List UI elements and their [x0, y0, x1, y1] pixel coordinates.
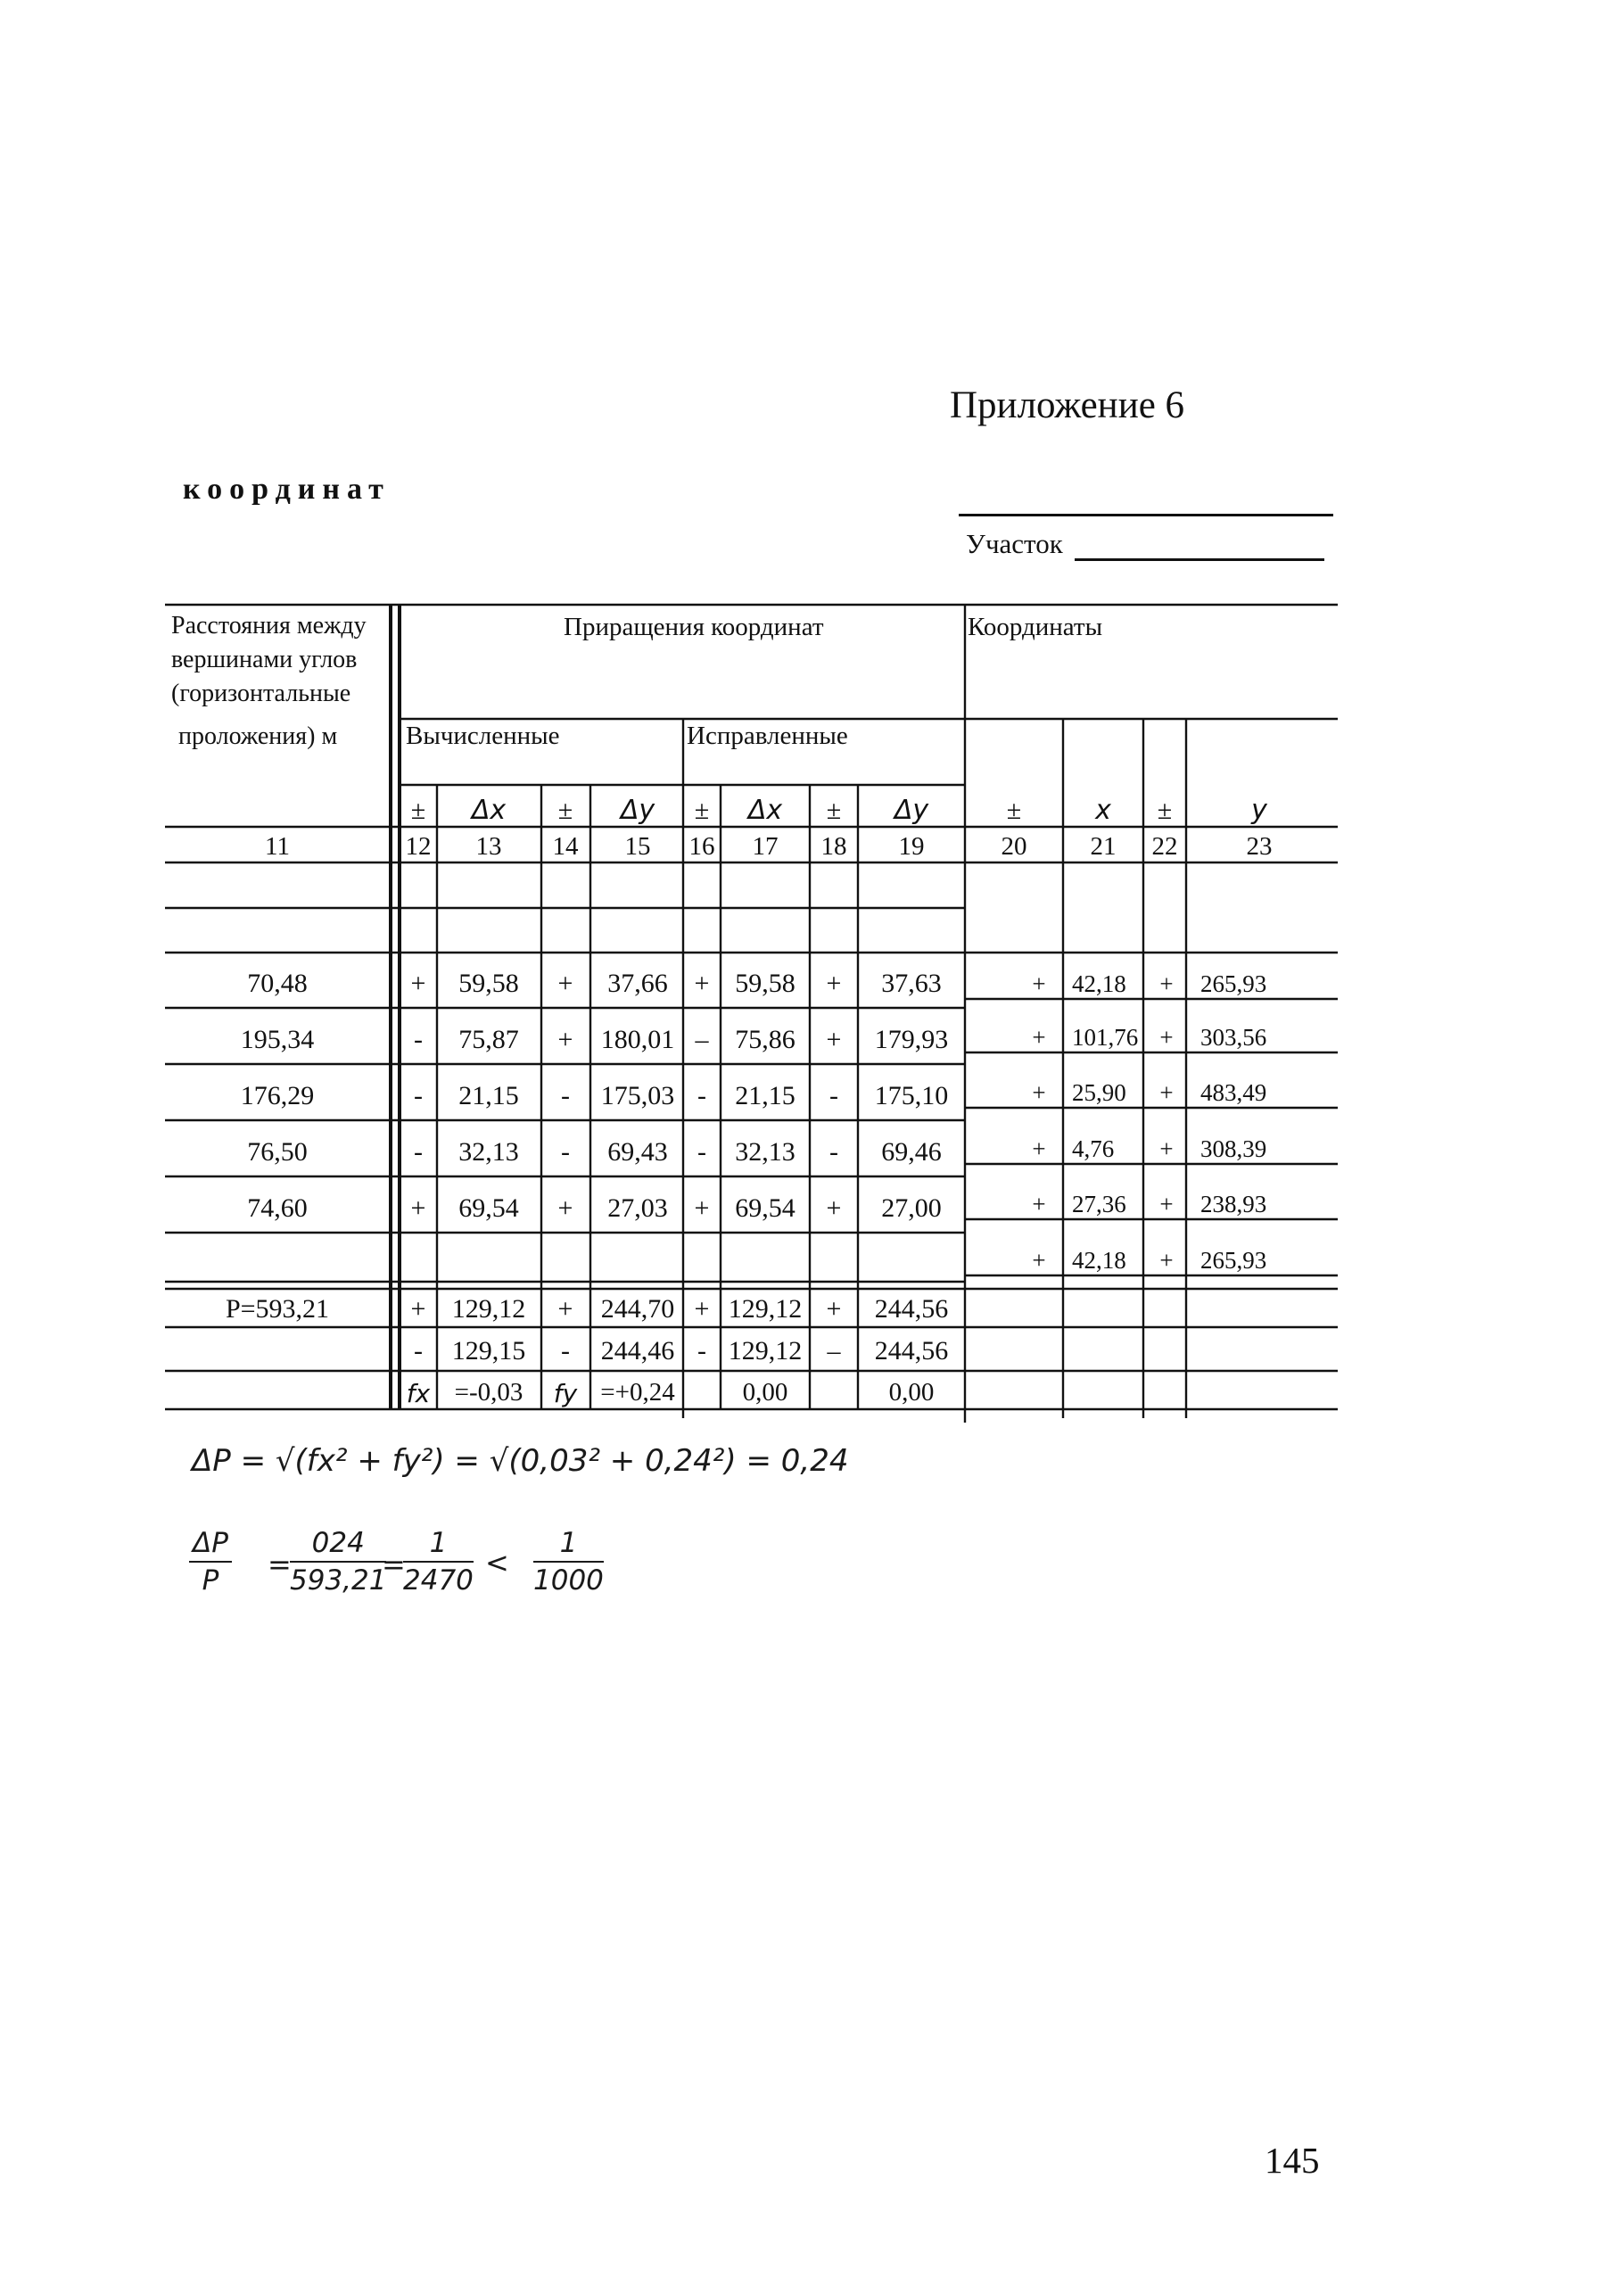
row-3-sign-cdy: - — [829, 1137, 838, 1167]
row-4-cdy: 27,00 — [881, 1193, 942, 1223]
total-plus-sign-cdy: + — [826, 1294, 842, 1324]
total-minus-sign-dy: - — [561, 1336, 570, 1366]
row-0-sign-cdy: + — [826, 969, 842, 998]
sub-headers — [411, 795, 1268, 826]
row-2-y: 483,49 — [1200, 1079, 1267, 1106]
row-3-cdy: 69,46 — [881, 1137, 942, 1167]
subheader-11: y — [1251, 795, 1267, 826]
row-0-sign-cdx: + — [694, 969, 710, 998]
total-plus-dx: 129,12 — [451, 1294, 526, 1324]
total-minus-dy: 244,46 — [600, 1336, 675, 1366]
subheader-1: Δx — [471, 795, 507, 826]
column-number-14: 14 — [552, 832, 579, 861]
header-computed: Вычисленные — [406, 722, 560, 750]
total-plus-sign-dx: + — [410, 1294, 426, 1324]
row-1-x: 101,76 — [1072, 1024, 1139, 1051]
frac-024-den: 593,21 — [290, 1564, 387, 1597]
column-number-20: 20 — [1001, 832, 1027, 861]
column-number-23: 23 — [1246, 832, 1273, 861]
subheader-7: Δy — [894, 795, 929, 826]
row-3-x: 4,76 — [1072, 1135, 1115, 1162]
closing-sign-y: + — [1159, 1247, 1174, 1274]
row-2-sign-dy: - — [561, 1081, 570, 1110]
row-4-sign-dy: + — [557, 1193, 573, 1223]
frac-dp-num: ΔP — [189, 1527, 232, 1563]
row-3-dy: 69,43 — [607, 1137, 668, 1167]
row-3-cdx: 32,13 — [735, 1137, 796, 1167]
subheader-2: ± — [557, 796, 573, 825]
row-1-sign-dx: - — [414, 1025, 423, 1054]
row-0-dx: 59,58 — [458, 969, 519, 998]
title-fragment: координат — [183, 473, 391, 506]
row-4-sign-dx: + — [410, 1193, 426, 1223]
row-0-y: 265,93 — [1200, 970, 1267, 997]
column-number-11: 11 — [265, 832, 290, 861]
row-4-sign-cdy: + — [826, 1193, 842, 1223]
total-minus-dx: 129,15 — [451, 1336, 526, 1366]
row-2-sign-x: + — [1032, 1079, 1046, 1106]
table-totals — [226, 1294, 948, 1408]
header-increments: Приращения координат — [564, 613, 824, 641]
column-number-13: 13 — [475, 832, 502, 861]
row-4-sign-y: + — [1159, 1191, 1174, 1217]
row-4-x: 27,36 — [1072, 1191, 1126, 1217]
row-2-sign-cdx: - — [697, 1081, 706, 1110]
op-lt: < — [485, 1546, 509, 1580]
row-2-sign-dx: - — [414, 1081, 423, 1110]
row-0-cdy: 37,63 — [881, 969, 942, 998]
header-corrected: Исправленные — [687, 722, 848, 750]
row-1-distance: 195,34 — [240, 1025, 315, 1054]
row-1-dx: 75,87 — [458, 1025, 519, 1054]
formula-delta-p: ΔP = √(fx² + fy²) = √(0,03² + 0,24²) = 0,24 — [192, 1443, 849, 1479]
row-4-dy: 27,03 — [607, 1193, 668, 1223]
total-minus-sign-dx: - — [414, 1336, 423, 1366]
row-3-sign-y: + — [1159, 1135, 1174, 1162]
header-distances-l4: проложения) м — [178, 722, 338, 750]
row-0-sign-dx: + — [410, 969, 426, 998]
row-1-cdx: 75,86 — [735, 1025, 796, 1054]
row-0-cdx: 59,58 — [735, 969, 796, 998]
row-2-sign-cdy: - — [829, 1081, 838, 1110]
row-0-sign-x: + — [1032, 970, 1046, 997]
total-minus-cdy: 244,56 — [874, 1336, 949, 1366]
total-minus-cdx: 129,12 — [728, 1336, 803, 1366]
row-2-dx: 21,15 — [458, 1081, 519, 1110]
total-plus-sign-dy: + — [557, 1294, 573, 1324]
frac-1-2470-num: 1 — [403, 1527, 474, 1563]
row-0-x: 42,18 — [1072, 970, 1126, 997]
appendix-title: Приложение 6 — [950, 384, 1185, 426]
row-3-sign-cdx: - — [697, 1137, 706, 1167]
total-plus-dy: 244,70 — [600, 1294, 675, 1324]
total-plus-sign-cdx: + — [694, 1294, 710, 1324]
subheader-8: ± — [1006, 796, 1022, 825]
column-number-16: 16 — [688, 832, 715, 861]
subheader-9: x — [1095, 795, 1111, 826]
closing-sign-x: + — [1032, 1247, 1046, 1274]
row-2-dy: 175,03 — [600, 1081, 675, 1110]
row-4-sign-x: + — [1032, 1191, 1046, 1217]
frac-1-1000-num: 1 — [533, 1527, 604, 1563]
total-minus-sign-cdx: - — [697, 1336, 706, 1366]
row-4-distance: 74,60 — [247, 1193, 308, 1223]
row-1-sign-dy: + — [557, 1025, 573, 1054]
closing-y: 265,93 — [1200, 1247, 1267, 1274]
frac-024-num: 024 — [290, 1527, 386, 1563]
misclosure-fx-label: fx — [406, 1379, 431, 1408]
row-2-x: 25,90 — [1072, 1079, 1126, 1106]
row-4-sign-cdx: + — [694, 1193, 710, 1223]
row-2-cdy: 175,10 — [874, 1081, 949, 1110]
misclosure-fy-label: fy — [553, 1379, 578, 1408]
row-0-dy: 37,66 — [607, 969, 668, 998]
row-3-distance: 76,50 — [247, 1137, 308, 1167]
row-0-sign-dy: + — [557, 969, 573, 998]
column-number-15: 15 — [624, 832, 651, 861]
column-number-21: 21 — [1090, 832, 1117, 861]
subheader-5: Δx — [747, 795, 783, 826]
header-distances-l2: вершинами углов — [171, 646, 358, 673]
row-3-y: 308,39 — [1200, 1135, 1267, 1162]
frac-024 — [290, 1527, 386, 1597]
column-number-18: 18 — [820, 832, 847, 861]
frac-dp-over-p — [189, 1527, 232, 1597]
op-eq1: = — [268, 1547, 292, 1581]
row-3-dx: 32,13 — [458, 1137, 519, 1167]
column-number-17: 17 — [752, 832, 779, 861]
total-plus-cdx: 129,12 — [728, 1294, 803, 1324]
row-4-cdx: 69,54 — [735, 1193, 796, 1223]
header-distances-l1: Расстояния между — [171, 612, 367, 640]
frac-1-2470-den: 2470 — [403, 1564, 474, 1597]
row-3-sign-dx: - — [414, 1137, 423, 1167]
column-number-22: 22 — [1151, 832, 1178, 861]
column-number-12: 12 — [405, 832, 432, 861]
total-plus-cdy: 244,56 — [874, 1294, 949, 1324]
header-coordinates: Координаты — [968, 613, 1103, 641]
frac-dp-den: P — [202, 1564, 219, 1597]
subheader-10: ± — [1157, 796, 1173, 825]
row-3-sign-x: + — [1032, 1135, 1046, 1162]
row-1-sign-cdy: + — [826, 1025, 842, 1054]
row-1-sign-y: + — [1159, 1024, 1174, 1051]
frac-1-1000 — [533, 1527, 604, 1597]
row-4-y: 238,93 — [1200, 1191, 1267, 1217]
misclosure-fy: =+0,24 — [600, 1378, 675, 1407]
subheader-3: Δy — [620, 795, 655, 826]
total-perimeter: P=593,21 — [225, 1294, 330, 1324]
row-0-distance: 70,48 — [247, 969, 308, 998]
subheader-4: ± — [694, 796, 710, 825]
row-2-sign-y: + — [1159, 1079, 1174, 1106]
column-numbers — [265, 832, 1272, 861]
header-texts — [171, 612, 1102, 750]
row-1-sign-cdx: – — [695, 1025, 709, 1054]
misclosure-cdy: 0,00 — [888, 1378, 935, 1407]
row-1-y: 303,56 — [1200, 1024, 1267, 1051]
row-4-dx: 69,54 — [458, 1193, 519, 1223]
column-number-19: 19 — [898, 832, 925, 861]
op-eq2: = — [382, 1547, 406, 1581]
frac-1-2470 — [403, 1527, 474, 1597]
closing-x: 42,18 — [1072, 1247, 1126, 1274]
row-3-sign-dy: - — [561, 1137, 570, 1167]
subheader-6: ± — [826, 796, 842, 825]
frac-1-1000-den: 1000 — [533, 1564, 604, 1597]
row-1-dy: 180,01 — [600, 1025, 675, 1054]
misclosure-fx: =-0,03 — [454, 1378, 523, 1407]
misclosure-cdx: 0,00 — [742, 1378, 788, 1407]
total-minus-sign-cdy: – — [827, 1336, 841, 1366]
row-2-cdx: 21,15 — [735, 1081, 796, 1110]
row-1-cdy: 179,93 — [874, 1025, 949, 1054]
row-0-sign-y: + — [1159, 970, 1174, 997]
section-label-text: Участок — [966, 528, 1063, 559]
page-number: 145 — [1265, 2140, 1320, 2181]
row-2-distance: 176,29 — [240, 1081, 315, 1110]
row-1-sign-x: + — [1032, 1024, 1046, 1051]
subheader-0: ± — [410, 796, 426, 825]
header-distances-l3: (горизонтальные — [171, 680, 351, 707]
